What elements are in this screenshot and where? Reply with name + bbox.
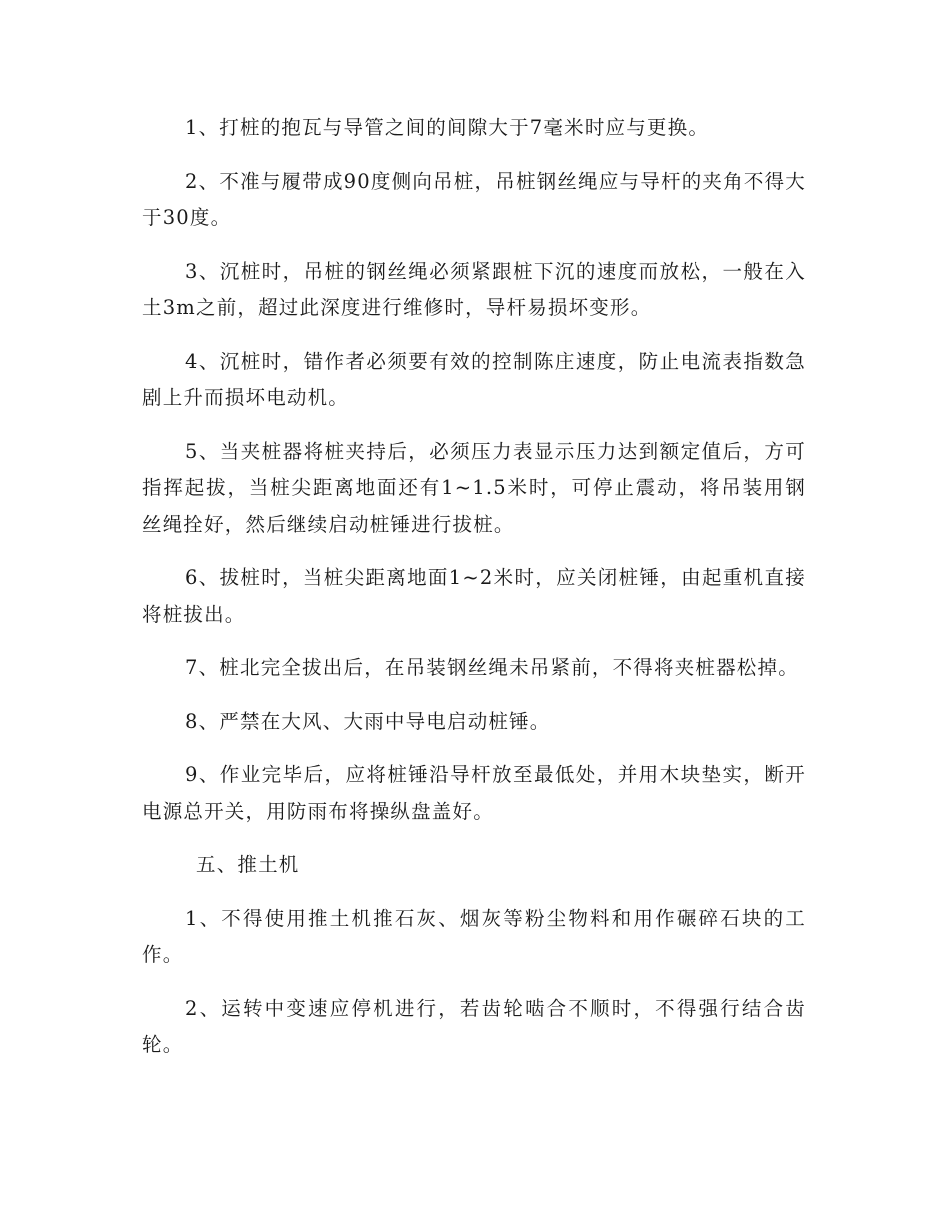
section-paragraph-2: 2、运转中变速应停机进行，若齿轮啮合不顺时，不得强行结合齿轮。 [142, 996, 806, 1056]
paragraph-8: 8、严禁在大风、大雨中导电启动桩锤。 [185, 709, 551, 733]
paragraph-3: 3、沉桩时，吊桩的钢丝绳必须紧跟桩下沉的速度而放松，一般在入土3m之前，超过此深度进行维修时，导杆易损坏变形。 [142, 259, 806, 319]
paragraph-5: 5、当夹桩器将桩夹持后，必须压力表显示压力达到额定值后，方可指挥起拔，当桩尖距离地面还有1~1.5米时，可停止震动，将吊装用钢丝绳拴好，然后继续启动桩锤进行拔桩。 [142, 439, 806, 536]
paragraph-4: 4、沉桩时，错作者必须要有效的控制陈庄速度，防止电流表指数急剧上升而损坏电动机。 [142, 349, 806, 409]
paragraph-9: 9、作业完毕后，应将桩锤沿导杆放至最低处，并用木块垫实，断开电源总开关，用防雨布将操纵盘盖好。 [142, 763, 806, 823]
paragraph-2: 2、不准与履带成90度侧向吊桩，吊桩钢丝绳应与导杆的夹角不得大于30度。 [142, 169, 806, 229]
document-body [142, 110, 806, 1081]
section-paragraph-1: 1、不得使用推土机推石灰、烟灰等粉尘物料和用作碾碎石块的工作。 [142, 906, 806, 966]
paragraph-1: 1、打桩的抱瓦与导管之间的间隙大于7毫米时应与更换。 [185, 116, 710, 139]
paragraph-7: 7、桩北完全拔出后，在吊装钢丝绳未吊紧前，不得将夹桩器松掉。 [185, 656, 799, 679]
paragraph-6: 6、拔桩时，当桩尖距离地面1~2米时，应关闭桩锤，由起重机直接将桩拔出。 [142, 566, 806, 626]
section-heading: 五、推土机 [196, 853, 300, 876]
